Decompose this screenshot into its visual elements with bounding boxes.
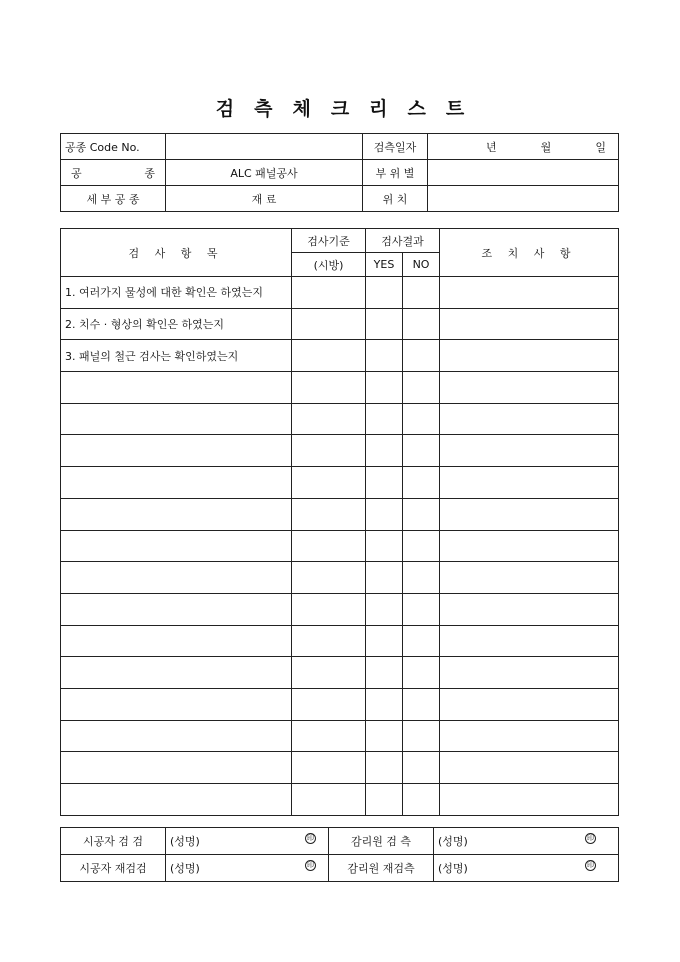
check-item xyxy=(61,688,292,720)
table-row xyxy=(61,720,619,752)
no-cell[interactable] xyxy=(403,498,440,530)
table-row xyxy=(61,340,619,372)
no-cell[interactable] xyxy=(403,784,440,816)
name-placeholder: (성명) xyxy=(438,835,468,848)
col-result-header: 검사결과 xyxy=(366,229,440,253)
standard-cell[interactable] xyxy=(292,308,366,340)
work-code-label: 공종 Code No. xyxy=(61,134,166,160)
table-row xyxy=(61,562,619,594)
name-placeholder: (성명) xyxy=(438,862,468,875)
title-char: 트 xyxy=(445,98,465,120)
yes-cell[interactable] xyxy=(366,340,403,372)
no-cell[interactable] xyxy=(403,530,440,562)
check-item xyxy=(61,498,292,530)
table-row xyxy=(61,530,619,562)
action-cell[interactable] xyxy=(440,720,619,752)
action-cell[interactable] xyxy=(440,467,619,499)
no-cell[interactable] xyxy=(403,625,440,657)
yes-cell[interactable] xyxy=(366,277,403,309)
check-item xyxy=(61,593,292,625)
check-item xyxy=(61,720,292,752)
table-row xyxy=(61,688,619,720)
standard-cell[interactable] xyxy=(292,688,366,720)
supervisor-reinspection-sign[interactable] xyxy=(434,855,619,882)
date-day-label: 일 xyxy=(595,140,606,154)
action-cell[interactable] xyxy=(440,530,619,562)
action-cell[interactable] xyxy=(440,593,619,625)
standard-cell[interactable] xyxy=(292,752,366,784)
standard-cell[interactable] xyxy=(292,530,366,562)
table-row xyxy=(61,784,619,816)
standard-cell[interactable] xyxy=(292,498,366,530)
location-label: 위 치 xyxy=(363,186,428,212)
header-row xyxy=(61,160,619,186)
check-item: 2. 치수 · 형상의 확인은 하였는지 xyxy=(61,308,292,340)
table-row xyxy=(61,435,619,467)
check-item xyxy=(61,530,292,562)
yes-cell[interactable] xyxy=(366,688,403,720)
inspection-date-label: 검측일자 xyxy=(363,134,428,160)
table-row xyxy=(61,752,619,784)
yes-cell[interactable] xyxy=(366,593,403,625)
table-row xyxy=(61,467,619,499)
col-standard-header: 검사기준 xyxy=(292,229,366,253)
standard-cell[interactable] xyxy=(292,340,366,372)
action-cell[interactable] xyxy=(440,340,619,372)
col-yes-header: YES xyxy=(366,253,403,277)
table-row xyxy=(61,403,619,435)
no-cell[interactable] xyxy=(403,340,440,372)
title-char: 스 xyxy=(407,98,426,120)
action-cell[interactable] xyxy=(440,562,619,594)
seal-icon: 印 xyxy=(307,834,314,842)
signature-table xyxy=(60,827,619,882)
no-cell[interactable] xyxy=(403,308,440,340)
contractor-inspection-sign[interactable] xyxy=(166,828,329,855)
no-cell[interactable] xyxy=(403,657,440,689)
location-value[interactable] xyxy=(428,186,619,212)
action-cell[interactable] xyxy=(440,435,619,467)
signature-row xyxy=(61,828,619,855)
check-item xyxy=(61,562,292,594)
standard-cell[interactable] xyxy=(292,657,366,689)
supervisor-inspection-label: 감리원 검 측 xyxy=(329,828,434,855)
yes-cell[interactable] xyxy=(366,784,403,816)
table-row xyxy=(61,498,619,530)
work-type-label: 공 종 xyxy=(61,160,166,186)
check-item xyxy=(61,752,292,784)
no-cell[interactable] xyxy=(403,688,440,720)
work-code-value[interactable] xyxy=(166,134,363,160)
check-item xyxy=(61,467,292,499)
standard-cell[interactable] xyxy=(292,562,366,594)
standard-cell[interactable] xyxy=(292,372,366,404)
part-label: 부 위 별 xyxy=(363,160,428,186)
yes-cell[interactable] xyxy=(366,720,403,752)
yes-cell[interactable] xyxy=(366,562,403,594)
col-standard-subheader: (시방) xyxy=(292,253,366,277)
date-month-label: 월 xyxy=(540,140,552,154)
no-cell[interactable] xyxy=(403,372,440,404)
yes-cell[interactable] xyxy=(366,308,403,340)
check-item: 1. 여러가지 물성에 대한 확인은 하였는지 xyxy=(61,277,292,309)
no-cell[interactable] xyxy=(403,720,440,752)
standard-cell[interactable] xyxy=(292,784,366,816)
action-cell[interactable] xyxy=(440,498,619,530)
signature-row xyxy=(61,855,619,882)
yes-cell[interactable] xyxy=(366,752,403,784)
table-row xyxy=(61,277,619,309)
document-title xyxy=(0,94,680,121)
col-no-header: NO xyxy=(403,253,440,277)
action-cell[interactable] xyxy=(440,688,619,720)
check-item xyxy=(61,403,292,435)
table-row xyxy=(61,625,619,657)
action-cell[interactable] xyxy=(440,784,619,816)
supervisor-reinspection-label: 감리원 재검측 xyxy=(329,855,434,882)
part-value[interactable] xyxy=(428,160,619,186)
action-cell[interactable] xyxy=(440,657,619,689)
standard-cell[interactable] xyxy=(292,625,366,657)
col-item-header: 검 사 항 목 xyxy=(61,229,292,277)
no-cell[interactable] xyxy=(403,593,440,625)
action-cell[interactable] xyxy=(440,372,619,404)
checklist-table xyxy=(60,228,619,816)
title-char: 체 xyxy=(292,98,311,120)
action-cell[interactable] xyxy=(440,752,619,784)
yes-cell[interactable] xyxy=(366,498,403,530)
no-cell[interactable] xyxy=(403,562,440,594)
standard-cell[interactable] xyxy=(292,277,366,309)
yes-cell[interactable] xyxy=(366,657,403,689)
title-char: 리 xyxy=(369,98,388,120)
seal-icon: 印 xyxy=(307,861,314,869)
yes-cell[interactable] xyxy=(366,403,403,435)
action-cell[interactable] xyxy=(440,277,619,309)
check-item xyxy=(61,657,292,689)
yes-cell[interactable] xyxy=(366,625,403,657)
contractor-reinspection-sign[interactable] xyxy=(166,855,329,882)
check-item xyxy=(61,784,292,816)
title-char: 크 xyxy=(330,98,350,120)
table-row xyxy=(61,593,619,625)
title-char: 검 xyxy=(215,98,235,120)
no-cell[interactable] xyxy=(403,467,440,499)
contractor-reinspection-label: 시공자 재검검 xyxy=(61,855,166,882)
seal-icon: 印 xyxy=(587,861,594,869)
yes-cell[interactable] xyxy=(366,467,403,499)
standard-cell[interactable] xyxy=(292,403,366,435)
header-row xyxy=(61,134,619,160)
date-year-label: 년 xyxy=(486,140,497,154)
action-cell[interactable] xyxy=(440,625,619,657)
check-item xyxy=(61,435,292,467)
check-item: 3. 패널의 철근 검사는 확인하였는지 xyxy=(61,340,292,372)
contractor-inspection-label: 시공자 검 검 xyxy=(61,828,166,855)
no-cell[interactable] xyxy=(403,435,440,467)
col-action-header: 조 치 사 항 xyxy=(440,229,619,277)
detail-work-type-label: 세 부 공 종 xyxy=(61,186,166,212)
table-row xyxy=(61,372,619,404)
standard-cell[interactable] xyxy=(292,720,366,752)
standard-cell[interactable] xyxy=(292,593,366,625)
standard-cell[interactable] xyxy=(292,435,366,467)
check-item xyxy=(61,372,292,404)
table-row xyxy=(61,657,619,689)
yes-cell[interactable] xyxy=(366,435,403,467)
name-placeholder: (성명) xyxy=(170,862,200,875)
table-row xyxy=(61,308,619,340)
yes-cell[interactable] xyxy=(366,530,403,562)
supervisor-inspection-sign[interactable] xyxy=(434,828,619,855)
seal-icon: 印 xyxy=(587,834,594,842)
checklist-header-row xyxy=(61,229,619,253)
work-type-value[interactable]: ALC 패널공사 xyxy=(166,160,363,186)
action-cell[interactable] xyxy=(440,308,619,340)
inspection-date-value[interactable] xyxy=(428,134,619,160)
no-cell[interactable] xyxy=(403,277,440,309)
action-cell[interactable] xyxy=(440,403,619,435)
header-row xyxy=(61,186,619,212)
no-cell[interactable] xyxy=(403,752,440,784)
no-cell[interactable] xyxy=(403,403,440,435)
yes-cell[interactable] xyxy=(366,372,403,404)
standard-cell[interactable] xyxy=(292,467,366,499)
title-char: 측 xyxy=(254,98,273,120)
check-item xyxy=(61,625,292,657)
material-label: 재 료 xyxy=(166,186,363,212)
name-placeholder: (성명) xyxy=(170,835,200,848)
header-table xyxy=(60,133,619,212)
